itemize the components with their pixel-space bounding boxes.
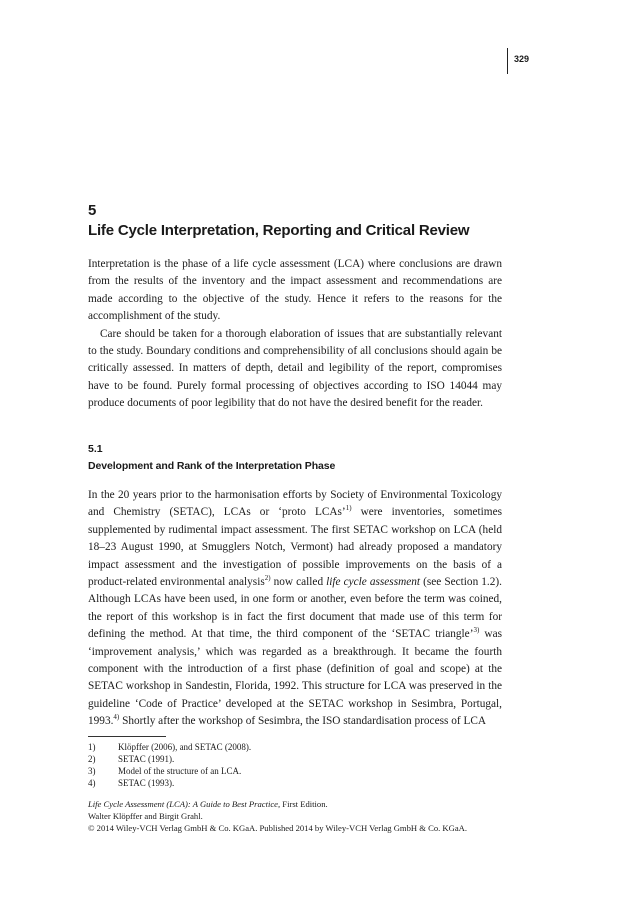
citation-title-line bbox=[88, 799, 467, 811]
footnote-ref: 1) bbox=[345, 504, 352, 513]
footnote-text: SETAC (1993). bbox=[118, 778, 175, 788]
footnote bbox=[88, 741, 251, 753]
section-number: 5.1 bbox=[88, 443, 103, 455]
body-text: was ‘improvement analysis,’ which was regarded as a breakthrough. It became the fourth component with the introduction of a first phase (definition of goal and scope) at the SETAC workshop in Sandestin, Florida, 1992. This structure for LCA was preserved in the guideline ‘Code of Practice’ developed at the SETAC workshop in Sesimbra, Portugal, 1993. bbox=[88, 628, 502, 728]
book-edition: First Edition. bbox=[280, 799, 328, 809]
page-number-rule bbox=[507, 48, 508, 74]
footnote-ref: 2) bbox=[264, 574, 271, 583]
footnotes bbox=[88, 741, 251, 789]
section-body bbox=[88, 487, 502, 731]
footnote-text: SETAC (1991). bbox=[118, 754, 175, 764]
body-text: (see Section 1.2). Although LCAs have been used, in one form or another, even before the term was coined, the report of this workshop is in fact the first document that made use of this term for defining the method. At that time, the third component of the ‘SETAC triangle’ bbox=[88, 576, 502, 641]
book-citation bbox=[88, 799, 467, 834]
intro-text bbox=[88, 256, 502, 413]
footnote-number: 3) bbox=[88, 766, 96, 776]
copyright-line: © 2014 Wiley-VCH Verlag GmbH & Co. KGaA. Published 2014 by Wiley-VCH Verlag GmbH & Co. KGaA. bbox=[88, 822, 467, 833]
footnote-text: Model of the structure of an LCA. bbox=[118, 766, 242, 776]
footnote-number: 4) bbox=[88, 778, 96, 788]
footnote-number: 2) bbox=[88, 754, 96, 764]
footnote-text: Klöpffer (2006), and SETAC (2008). bbox=[118, 742, 252, 752]
footnote-number: 1) bbox=[88, 742, 96, 752]
body-text: Shortly after the workshop of Sesimbra, the ISO standardisation process of LCA bbox=[119, 715, 487, 728]
intro-paragraph-2: Care should be taken for a thorough elaboration of issues that are substantially relevant to the study. Boundary conditions and comprehensibility of all conclusions should again be critically assessed. In matters of depth, detail and legibility of the report, compromises have to be found. Purely formal processing of objectives according to ISO 14044 may produce documents of poor legibility that do not have the desired benefit for the reader. bbox=[88, 327, 502, 410]
body-text: In the 20 years prior to the harmonisation efforts by Society of Environmental Toxicology and Chemistry (SETAC), LCAs or ‘proto LCAs’ bbox=[88, 489, 502, 519]
intro-paragraph-1: Interpretation is the phase of a life cycle assessment (LCA) where conclusions are drawn from the results of the inventory and the impact assessment and recommendations are made according to the objective of the study. Hence it refers to the reasons for the accomplishment of the study. bbox=[88, 258, 502, 323]
section-paragraph bbox=[88, 487, 502, 731]
footnote bbox=[88, 765, 251, 777]
page-number: 329 bbox=[514, 54, 530, 64]
emphasis-term: life cycle assessment bbox=[326, 576, 421, 589]
footnote-ref: 4) bbox=[113, 713, 120, 722]
book-title: Life Cycle Assessment (LCA): A Guide to Best Practice, bbox=[88, 799, 281, 809]
book-authors: Walter Klöpffer and Birgit Grahl. bbox=[88, 810, 203, 821]
footnote bbox=[88, 777, 251, 789]
section-title: Development and Rank of the Interpretation Phase bbox=[88, 460, 336, 472]
footnote-ref: 3) bbox=[473, 626, 480, 635]
chapter-number: 5 bbox=[88, 202, 97, 219]
body-text: now called bbox=[270, 576, 327, 589]
chapter-title: Life Cycle Interpretation, Reporting and Critical Review bbox=[88, 222, 470, 239]
footnote bbox=[88, 753, 251, 765]
body-text: were inventories, sometimes supplemented by rudimental impact assessment. The first SETAC workshop on LCA (held 18–23 August 1990, at Smugglers Notch, Vermont) had already proposed a mandatory impact assessment and the investigation of possible improvements on the basis of a product-related environmental analysis bbox=[88, 506, 503, 589]
footnote-separator bbox=[88, 736, 166, 737]
